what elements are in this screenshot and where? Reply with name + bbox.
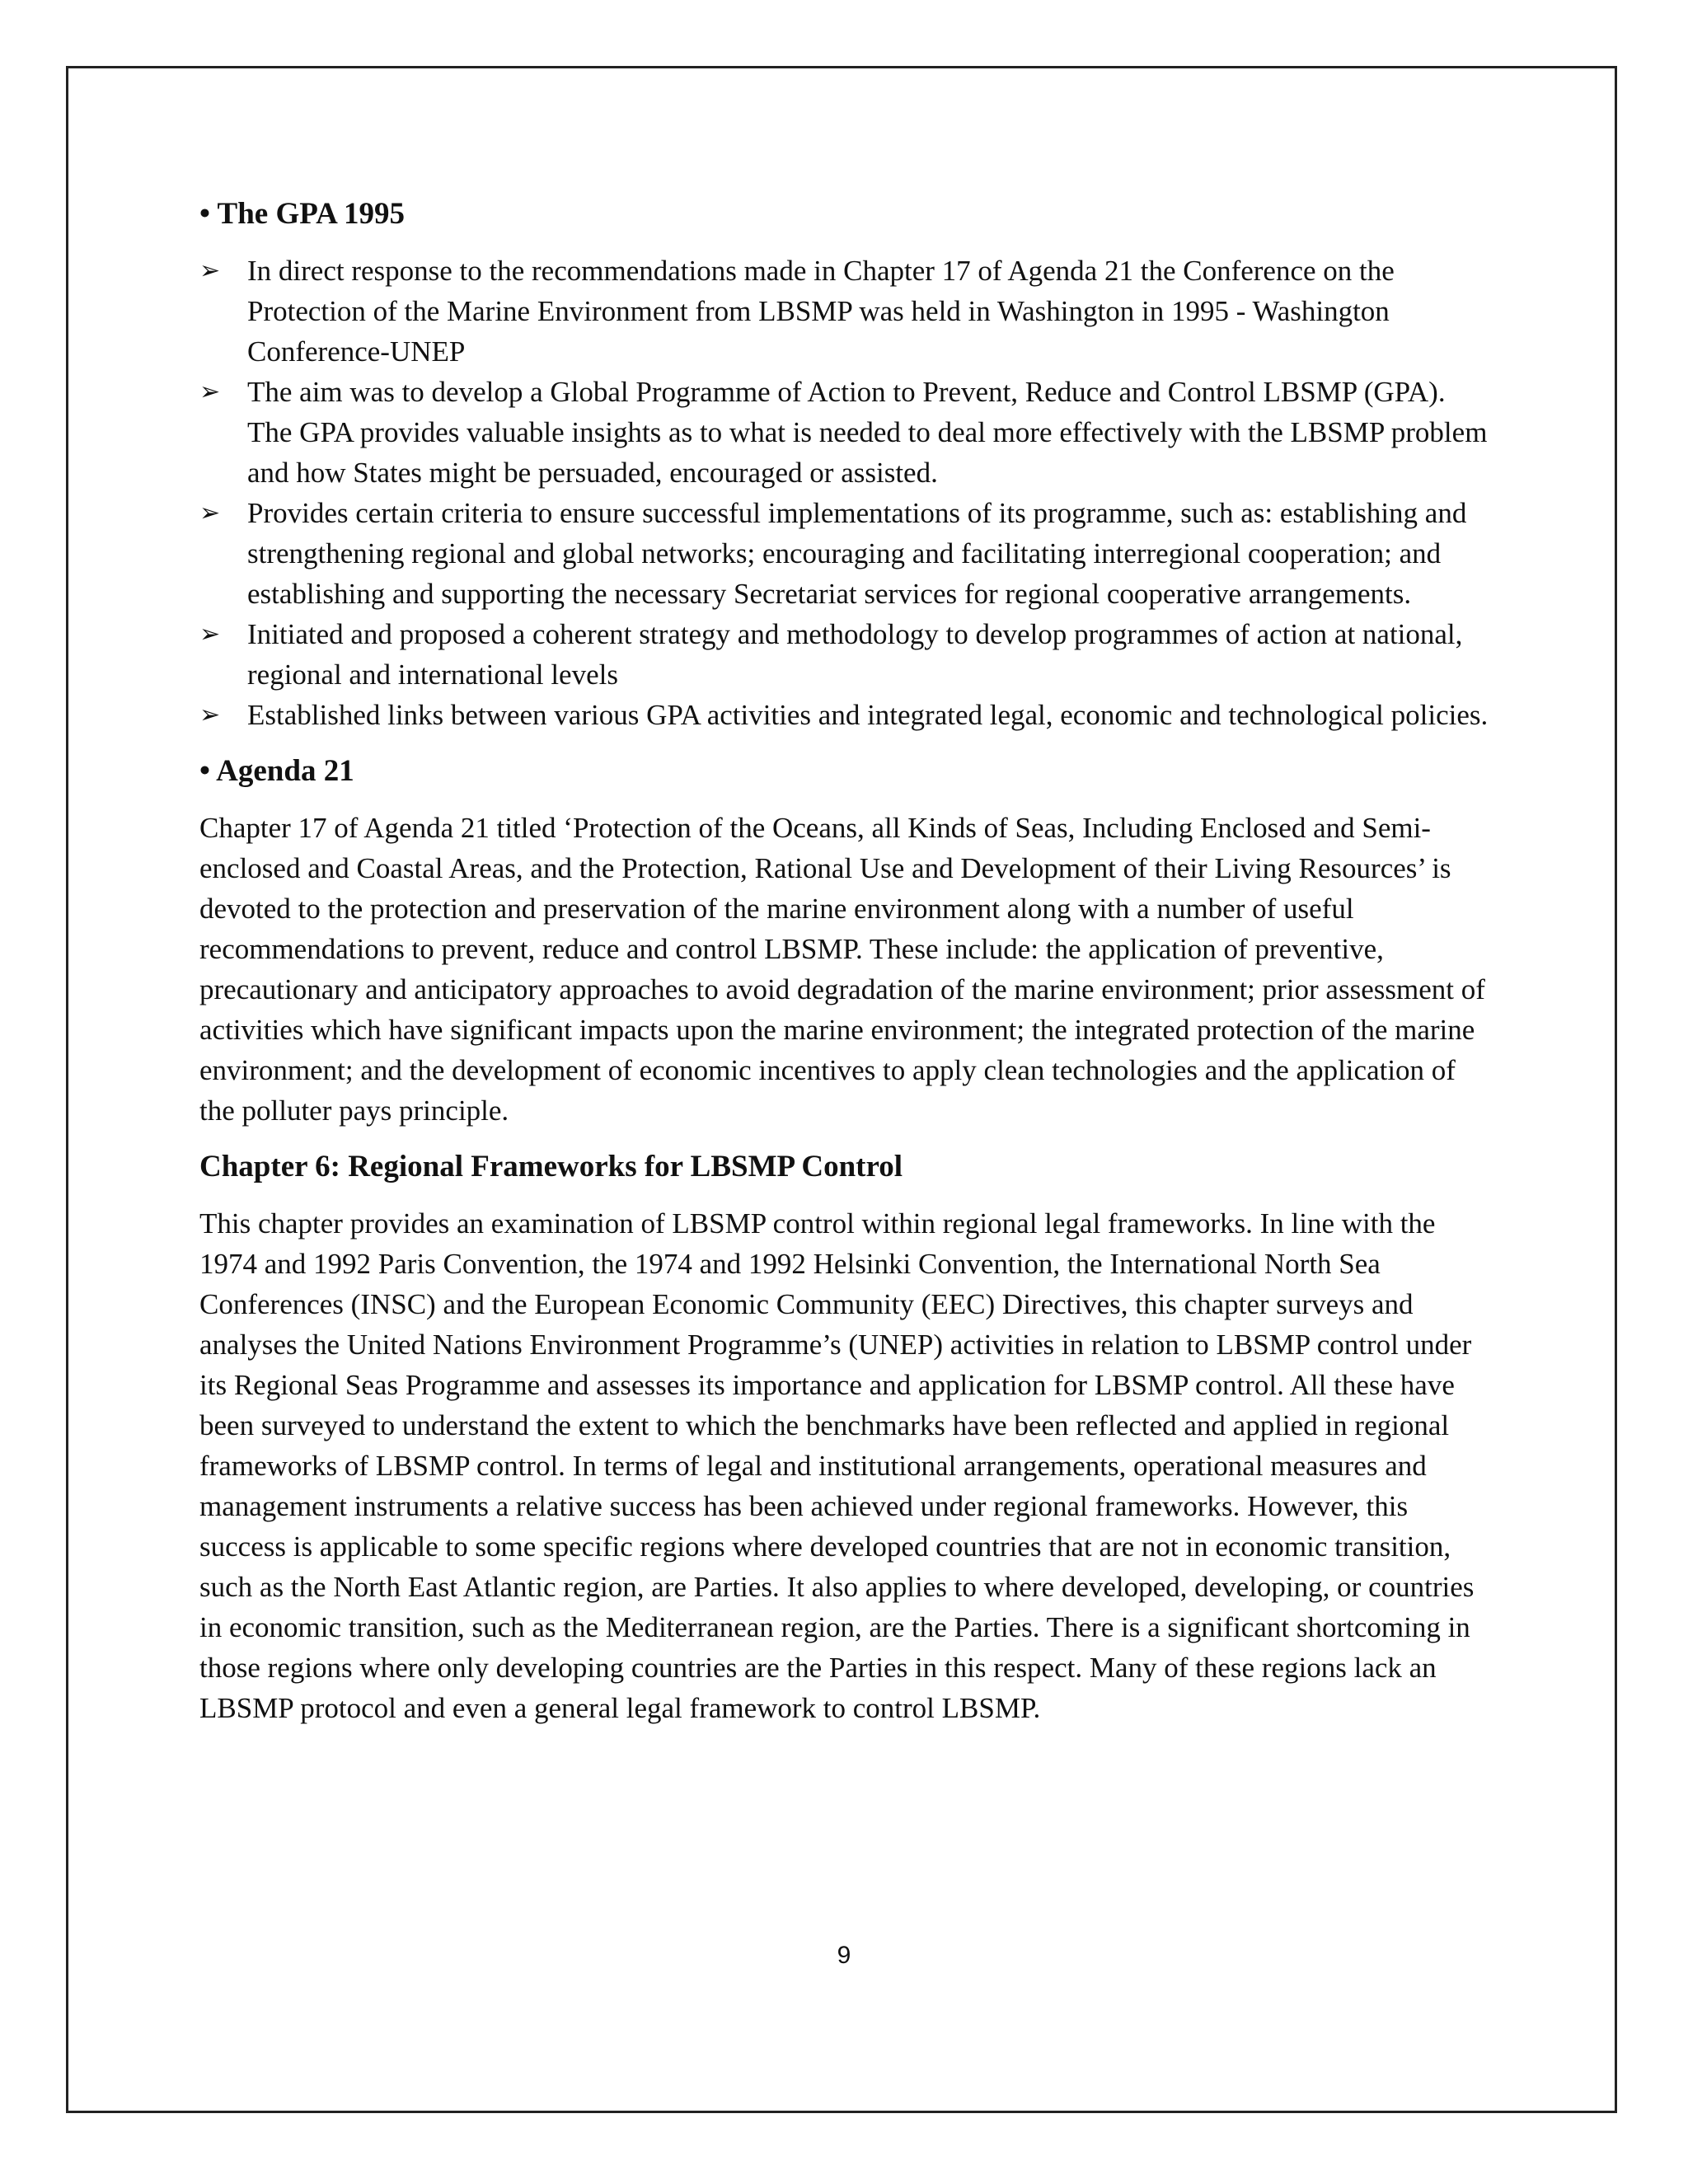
agenda-heading: • Agenda 21 [199,754,354,788]
arrow-bullet-icon: ➢ [199,701,221,729]
gpa-bullet-list [199,251,1493,735]
list-item-text: In direct response to the recommendations made in Chapter 17 of Agenda 21 the Conference on the Protection of the Marine Environment from LBSMP was held in Washington in 1995 - Washington Conference-UNEP [247,255,1395,368]
arrow-bullet-icon: ➢ [199,620,221,649]
list-item-text: Initiated and proposed a coherent strategy and methodology to develop programmes of action at national, regional and international levels [247,618,1463,691]
chapter-heading: Chapter 6: Regional Frameworks for LBSMP Control [199,1150,903,1183]
chapter-paragraph: This chapter provides an examination of LBSMP control within regional legal frameworks. In line with the 1974 and 1992 Paris Convention, the 1974 and 1992 Helsinki Convention, the International North Sea Conferences (INSC) and the European Economic Community (EEC) Directives, this chapter surveys and analyses the United Nations Environment Programme’s (UNEP) activities in relation to LBSMP control under its Regional Seas Programme and assesses its importance and application for LBSMP control. All these have been surveyed to understand the extent to which the benchmarks have been reflected and applied in regional frameworks of LBSMP control. In terms of legal and institutional arrangements, operational measures and management instruments a relative success has been achieved under regional frameworks. However, this success is applicable to some specific regions where developed countries that are not in economic transition, such as the North East Atlantic region, are Parties. It also applies to where developed, developing, or countries in economic transition, such as the Mediterranean region, are the Parties. There is a significant shortcoming in those regions where only developing countries are the Parties in this respect. Many of these regions lack an LBSMP protocol and even a general legal framework to control LBSMP. [199,1207,1475,1724]
document-body [199,194,1493,1745]
list-item-text: The aim was to develop a Global Programme of Action to Prevent, Reduce and Control LBSMP (GPA). The GPA provides valuable insights as to what is needed to deal more effectively with the LBSMP problem and how States might be persuaded, encouraged or assisted. [247,376,1488,489]
page-number: 9 [837,1942,851,1969]
arrow-bullet-icon: ➢ [199,499,221,527]
list-item [199,614,1493,695]
list-item [199,372,1493,493]
list-item [199,493,1493,614]
list-item [199,251,1493,372]
agenda-paragraph: Chapter 17 of Agenda 21 titled ‘Protection of the Oceans, all Kinds of Seas, Including Enclosed and Semi- enclosed and Coastal Areas, and the Protection, Rational Use and Development of their Living Resources’ is devoted to the protection and preservation of the marine environment along with a number of useful recommendations to prevent, reduce and control LBSMP. These include: the application of preventive, precautionary and anticipatory approaches to avoid degradation of the marine environment; prior assessment of activities which have significant impacts upon the marine environment; the integrated protection of the marine environment; and the development of economic incentives to apply clean technologies and the application of the polluter pays principle. [199,812,1485,1127]
gpa-heading: • The GPA 1995 [199,197,406,231]
arrow-bullet-icon: ➢ [199,377,221,406]
list-item-text: Provides certain criteria to ensure successful implementations of its programme, such as: establishing and strengthening regional and global networks; encouraging and facilitating interregional cooperation; and establishing and supporting the necessary Secretariat services for regional cooperative arrangements. [247,497,1467,610]
list-item [199,695,1493,735]
list-item-text: Established links between various GPA activities and integrated legal, economic and technological policies. [247,699,1489,731]
arrow-bullet-icon: ➢ [199,256,221,285]
